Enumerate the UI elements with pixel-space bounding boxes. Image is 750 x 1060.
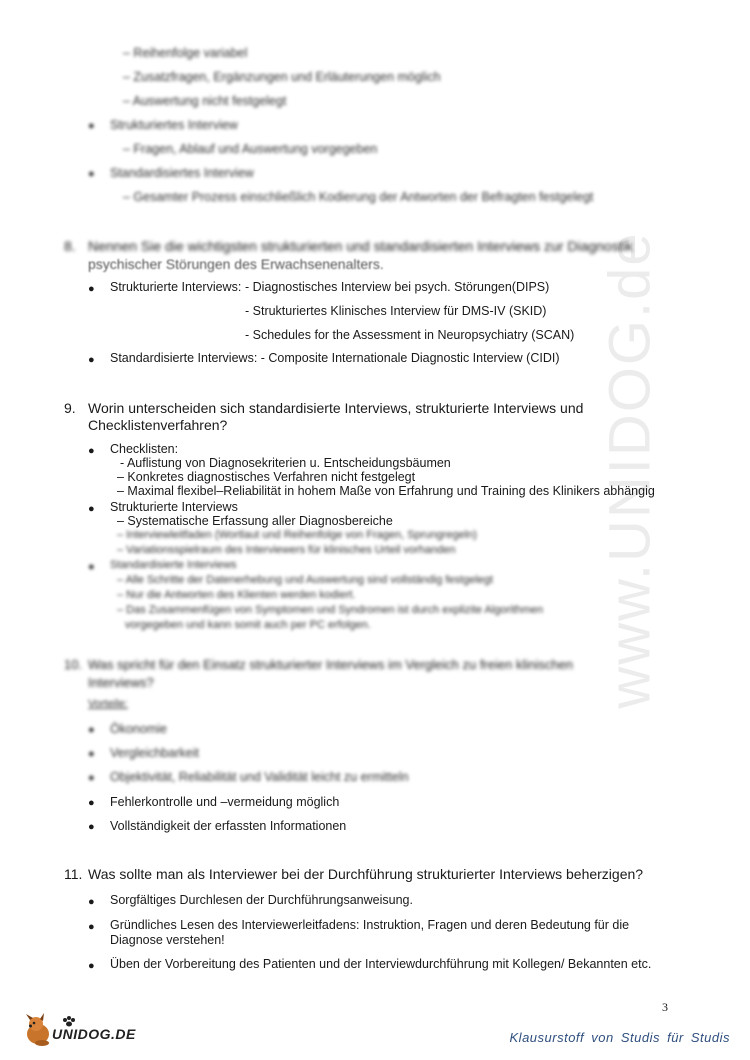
q8-heading-line2: psychischer Störungen des Erwachsenenalters. [88,256,384,272]
bullet: ● [88,772,95,784]
top-line-6: Standardisiertes Interview [110,166,254,180]
q11-item-2b: Diagnose verstehen! [110,933,225,947]
top-line-4: Strukturiertes Interview [110,118,238,132]
bullet: ● [88,797,95,809]
q10-item: Objektivität, Reliabilität und Validität leicht zu ermitteln [110,770,409,784]
top-line-2: – Zusatzfragen, Ergänzungen und Erläuterungen möglich [123,70,441,84]
q9-s3: – Variationsspielraum des Interviewers für klinisches Urteil vorhanden [117,544,456,556]
q9-st1: – Alle Schritte der Datenerhebung und Auswertung sind vollständig festgelegt [117,574,494,586]
q8-heading-line1: Nennen Sie die wichtigsten strukturierten und standardisierten Interviews zur Diagnostik [88,238,633,254]
q8-b1-line3: - Schedules for the Assessment in Neuropsychiatry (SCAN) [245,328,575,342]
bullet: ● [88,724,95,736]
q10-heading-line2: Interviews? [88,675,154,690]
top-line-7: – Gesamter Prozess einschließlich Kodierung der Antworten der Befragten festgelegt [123,190,594,204]
bullet: ● [88,561,95,573]
q11-item-2a: Gründliches Lesen des Interviewerleitfadens: Instruktion, Fragen und deren Bedeutung für die [110,918,630,932]
q9-heading-line1: Worin unterscheiden sich standardisierte Interviews, strukturierte Interviews und [88,400,584,416]
q8-b1-line1: - Diagnostisches Interview bei psych. Störungen(DIPS) [245,280,550,294]
logo-text: UNIDOG.DE [52,1026,136,1042]
q9-strukturiert-label: Strukturierte Interviews [110,500,238,514]
q8-b2: Standardisierte Interviews: - Composite Internationale Diagnostic Interview (CIDI) [110,351,560,365]
q8-number: 8. [64,238,76,254]
q9-st4: vorgegeben und kann somit auch per PC erfolgen. [125,619,371,631]
q9-c2: – Konkretes diagnostisches Verfahren nicht festgelegt [117,470,416,484]
q10-item: Fehlerkontrolle und –vermeidung möglich [110,795,340,809]
q10-heading-line1: Was spricht für den Einsatz strukturierter Interviews im Vergleich zu freien klinischen [88,657,574,672]
bullet: ● [88,896,95,908]
q10-item: Vollständigkeit der erfassten Informationen [110,819,347,833]
bullet: ● [88,503,95,515]
q11-item-3: Üben der Vorbereitung des Patienten und der Interviewdurchführung mit Kollegen/ Bekannten etc. [110,957,652,971]
q10-number: 10. [64,657,83,672]
q11-number: 11. [64,866,83,882]
q8-b1-line2: - Strukturiertes Klinisches Interview für DMS-IV (SKID) [245,304,547,318]
q9-number: 9. [64,400,76,416]
q10-item: Ökonomie [110,722,167,736]
q9-checklisten-label: Checklisten: [110,442,179,456]
watermark: www.UNIDOG.de [597,231,663,709]
q8-b1-label: Strukturierte Interviews: [110,280,242,294]
q11-item-1: Sorgfältiges Durchlesen der Durchführungsanweisung. [110,893,413,907]
bullet: ● [88,445,95,457]
q10-vorteile: Vorteile: [88,698,128,710]
bullet: ● [88,921,95,933]
bullet: ● [88,960,95,972]
bullet: ● [88,354,95,366]
q10-item: Vergleichbarkeit [110,746,199,760]
q11-heading: Was sollte man als Interviewer bei der Durchführung strukturierter Interviews beherzigen? [88,866,644,882]
q9-heading-line2: Checklistenverfahren? [88,417,228,433]
q9-s1: – Systematische Erfassung aller Diagnosbereiche [117,514,393,528]
q9-c3: – Maximal flexibel–Reliabilität in hohem Maße von Erfahrung und Training des Klinikers abhängig [117,484,655,498]
bullet: ● [88,120,95,132]
bullet: ● [88,821,95,833]
q9-st3: – Das Zusammenfügen von Symptomen und Syndromen ist durch explizite Algorithmen [117,604,544,616]
top-line-5: – Fragen, Ablauf und Auswertung vorgegeben [123,142,378,156]
q9-st2: – Nur die Antworten des Klienten werden kodiert. [117,589,356,601]
bullet: ● [88,748,95,760]
page-number: 3 [662,1000,668,1014]
q9-s2: – Interviewleitfaden (Wortlaut und Reihenfolge von Fragen, Sprungregeln) [117,529,477,541]
bullet: ● [88,168,95,180]
q9-c1: - Auflistung von Diagnosekriterien u. Entscheidungsbäumen [120,456,451,470]
q9-standardisiert-label: Standardisierte Interviews [110,559,237,571]
footer-tagline: Klausurstoff von Studis für Studis [509,1030,730,1045]
top-line-1: – Reihenfolge variabel [123,46,248,60]
top-line-3: – Auswertung nicht festgelegt [123,94,287,108]
bullet: ● [88,283,95,295]
